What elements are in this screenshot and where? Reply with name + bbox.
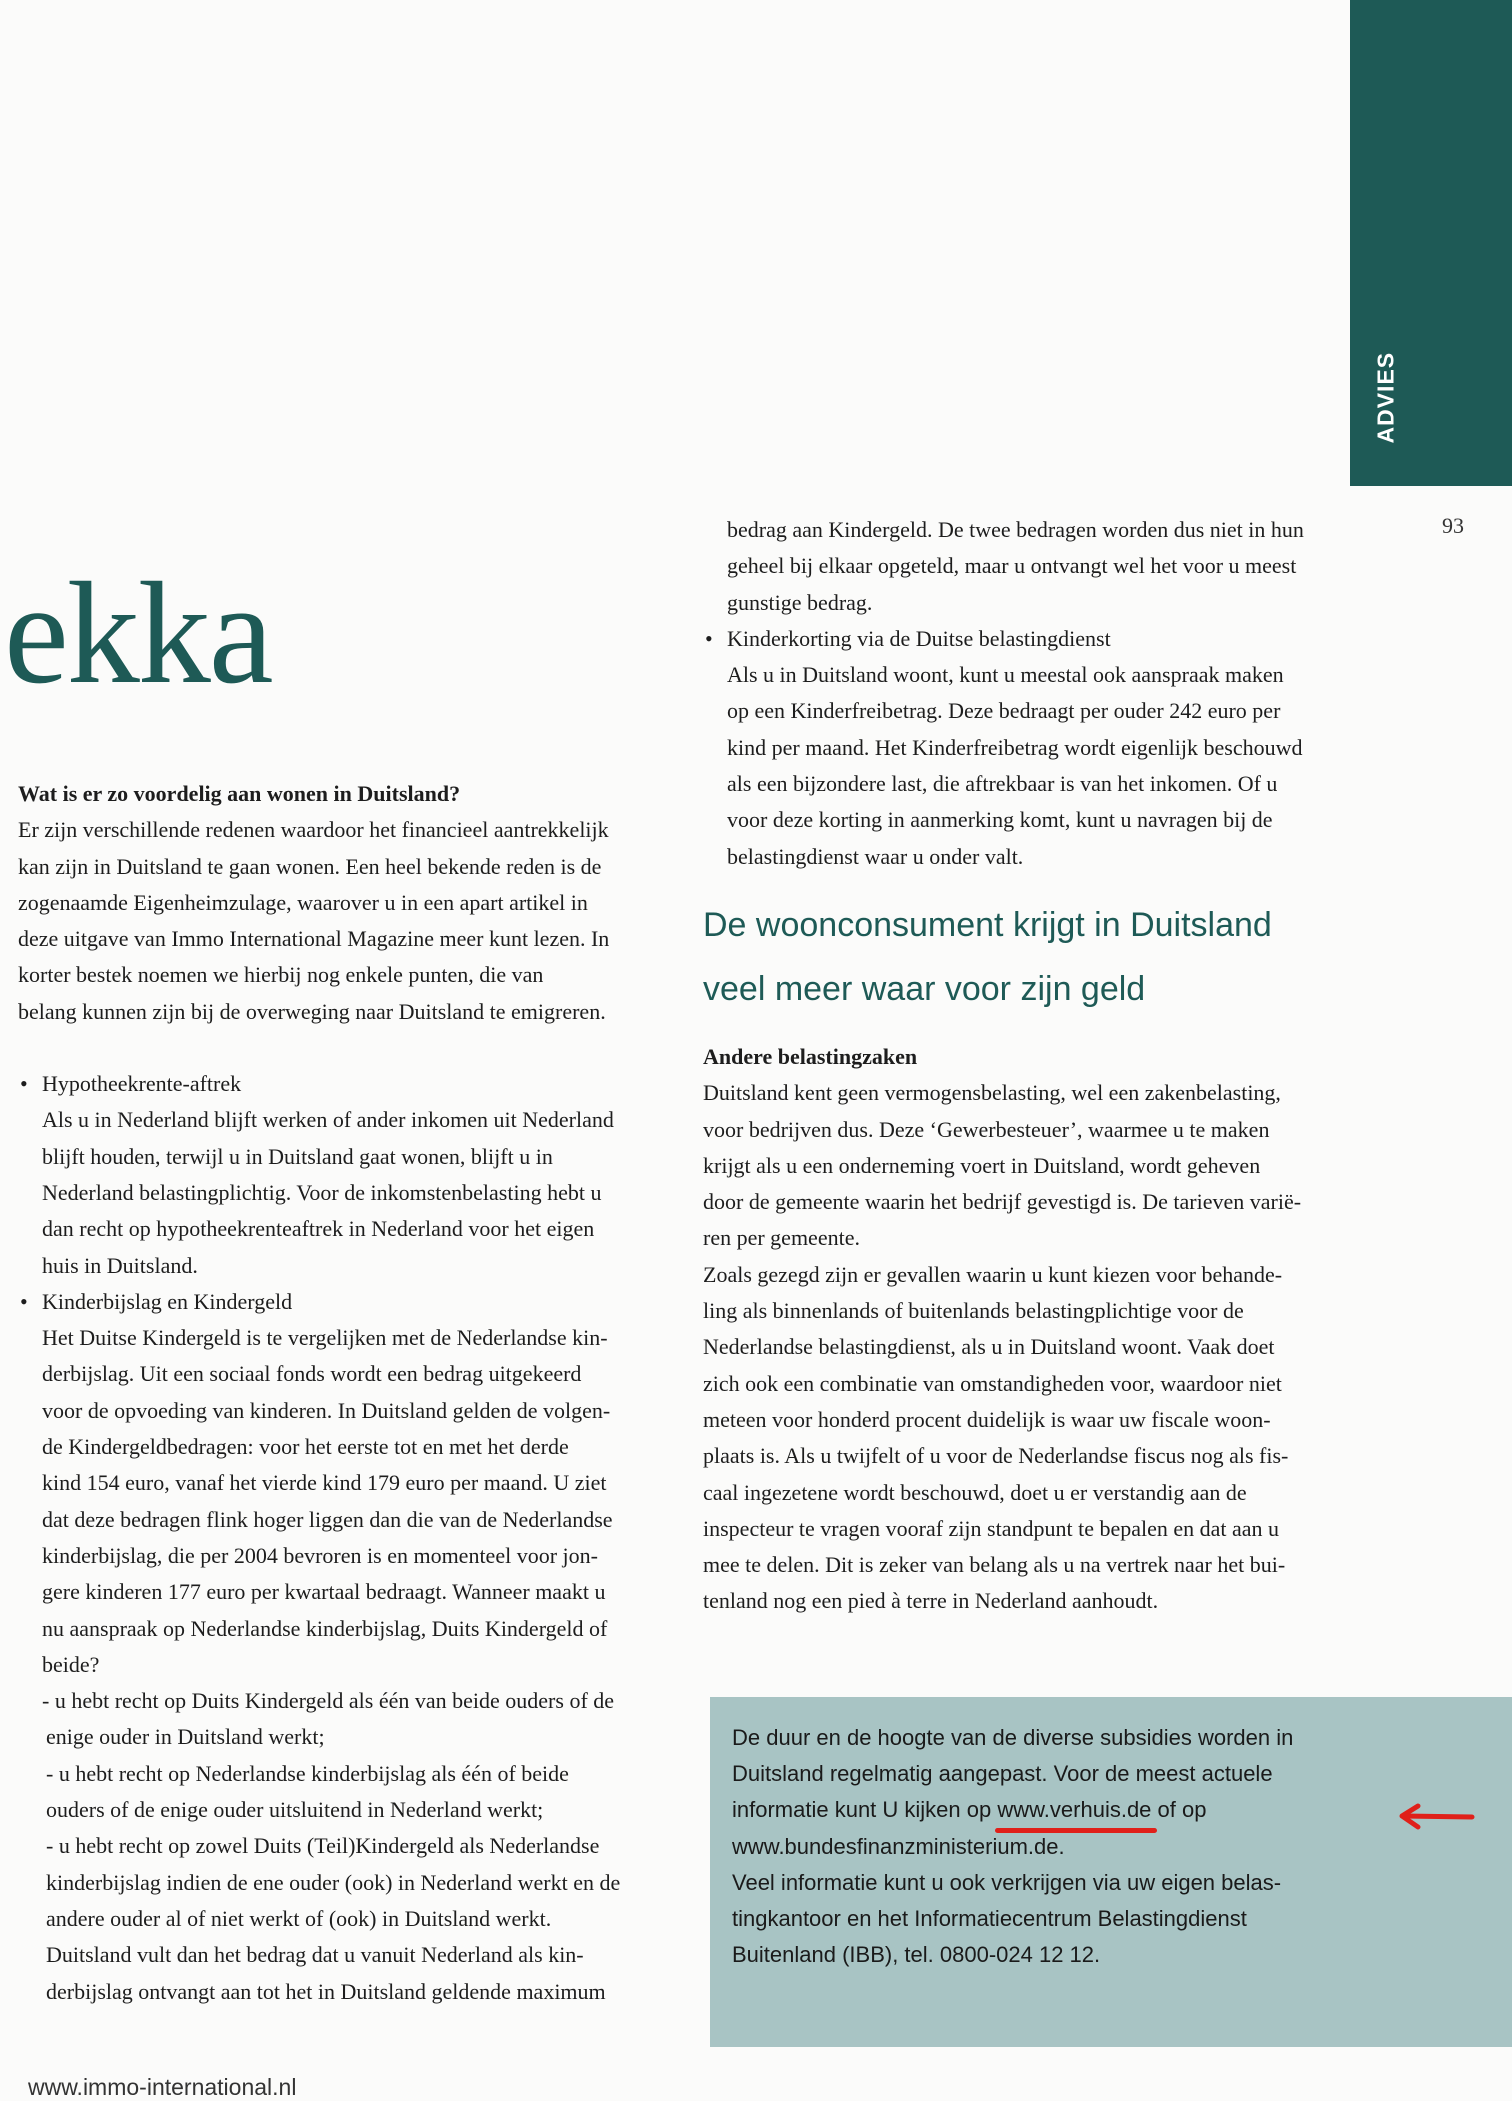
text-line: ouders of de enige ouder uitsluitend in Nederland werkt; bbox=[46, 1797, 544, 1823]
link-text[interactable]: www.verhuis.de bbox=[997, 1797, 1152, 1823]
text-line: Nederlandse belastingdienst, als u in Duitsland woont. Vaak doet bbox=[703, 1334, 1275, 1360]
text-line: dan recht op hypotheekrenteaftrek in Nederland voor het eigen bbox=[42, 1216, 595, 1242]
text-line: mee te delen. Dit is zeker van belang als u na vertrek naar het bui- bbox=[703, 1552, 1286, 1578]
text-line: kind 154 euro, vanaf het vierde kind 179 euro per maand. U ziet bbox=[42, 1470, 607, 1496]
section-heading: Wat is er zo voordelig aan wonen in Duitsland? bbox=[18, 781, 461, 806]
text-line: de Kindergeldbedragen: voor het eerste tot en met het derde bbox=[42, 1434, 569, 1460]
text-line: - u hebt recht op zowel Duits (Teil)Kindergeld als Nederlandse bbox=[46, 1833, 600, 1859]
text-line: voor deze korting in aanmerking komt, kunt u navragen bij de bbox=[727, 807, 1273, 833]
text-line: voor bedrijven dus. Deze ‘Gewerbesteuer’, waarmee u te maken bbox=[703, 1116, 1270, 1142]
text-line: blijft houden, terwijl u in Duitsland gaat wonen, blijft u in bbox=[42, 1143, 553, 1169]
text-segment: informatie kunt U kijken op bbox=[732, 1797, 998, 1823]
text-line: Duitsland regelmatig aangepast. Voor de meest actuele bbox=[732, 1761, 1273, 1787]
text-line: tenland nog een pied à terre in Nederland aanhoudt. bbox=[703, 1588, 1159, 1614]
bullet-title: Kinderkorting via de Duitse belastingdienst bbox=[727, 625, 1111, 651]
text-line: zich ook een combinatie van omstandigheden voor, waardoor niet bbox=[703, 1370, 1282, 1396]
bullet-title: Kinderbijslag en Kindergeld bbox=[42, 1288, 293, 1314]
text-line: andere ouder al of niet werkt of (ook) in Duitsland werkt. bbox=[46, 1905, 552, 1931]
text-line: beide? bbox=[42, 1651, 100, 1677]
bundesfinanz-link[interactable]: www.bundesfinanzministerium.de. bbox=[732, 1833, 1065, 1859]
pull-quote-line: veel meer waar voor zijn geld bbox=[703, 969, 1146, 1008]
text-line: op een Kinderfreibetrag. Deze bedraagt per ouder 242 euro per bbox=[727, 698, 1281, 724]
text-line: Zoals gezegd zijn er gevallen waarin u kunt kiezen voor behande- bbox=[703, 1261, 1283, 1287]
text-line: bedrag aan Kindergeld. De twee bedragen worden dus niet in hun bbox=[727, 517, 1304, 542]
text-line: derbijslag. Uit een sociaal fonds wordt een bedrag uitgekeerd bbox=[42, 1361, 582, 1387]
text-line: tingkantoor en het Informatiecentrum Belastingdienst bbox=[732, 1906, 1247, 1932]
bullet-dot-icon: • bbox=[20, 1288, 28, 1314]
red-arrow-icon bbox=[1396, 1802, 1476, 1832]
text-line: De duur en de hoogte van de diverse subsidies worden in bbox=[732, 1725, 1294, 1750]
text-line: derbijslag ontvangt aan tot het in Duitsland geldende maximum bbox=[46, 1978, 606, 2004]
text-line: voor de opvoeding van kinderen. In Duitsland gelden de volgen- bbox=[42, 1397, 611, 1423]
footer-url[interactable]: www.immo-international.nl bbox=[28, 2074, 297, 2100]
text-line: kind per maand. Het Kinderfreibetrag wordt eigenlijk beschouwd bbox=[727, 734, 1303, 760]
text-line: geheel bij elkaar opgeteld, maar u ontvangt wel het voor u meest bbox=[727, 553, 1297, 579]
text-line: Duitsland kent geen vermogensbelasting, wel een zakenbelasting, bbox=[703, 1080, 1281, 1106]
bullet-dot-icon: • bbox=[705, 625, 713, 651]
info-box-text bbox=[732, 1720, 1360, 1973]
section-heading: Andere belastingzaken bbox=[703, 1043, 918, 1069]
text-line: krijgt als u een onderneming voert in Duitsland, wordt geheven bbox=[703, 1152, 1261, 1178]
text-line: - u hebt recht op Duits Kindergeld als één van beide ouders of de bbox=[42, 1688, 615, 1714]
text-line: korter bestek noemen we hierbij nog enkele punten, die van bbox=[18, 962, 544, 988]
text-segment: of op bbox=[1151, 1797, 1207, 1823]
text-line: nu aanspraak op Nederlandse kinderbijslag, Duits Kindergeld of bbox=[42, 1615, 608, 1641]
text-line: belang kunnen zijn bij de overweging naar Duitsland te emigreren. bbox=[18, 998, 606, 1024]
text-line: als een bijzondere last, die aftrekbaar is van het inkomen. Of u bbox=[727, 771, 1278, 797]
text-line: plaats is. Als u twijfelt of u voor de Nederlandse fiscus nog als fis- bbox=[703, 1443, 1289, 1469]
text-line: Buitenland (IBB), tel. 0800-024 12 12. bbox=[732, 1942, 1101, 1968]
section-tab-label: ADVIES bbox=[1372, 351, 1399, 444]
bullet-title: Hypotheekrente-aftrek bbox=[42, 1071, 242, 1097]
text-line bbox=[732, 1792, 1360, 1828]
right-column bbox=[703, 512, 1355, 1620]
bullet-item-title bbox=[18, 1066, 668, 1102]
verhuis-link[interactable] bbox=[997, 1792, 1151, 1828]
text-line: huis in Duitsland. bbox=[42, 1252, 198, 1278]
red-underline-annotation bbox=[995, 1828, 1157, 1833]
bullet-item-title bbox=[703, 621, 1355, 657]
text-line: door de gemeente waarin het bedrijf gevestigd is. De tarieven varië- bbox=[703, 1189, 1302, 1215]
text-line: caal ingezetene wordt beschouwd, doet u er verstandig aan de bbox=[703, 1479, 1247, 1505]
text-line: zogenaamde Eigenheimzulage, waarover u in een apart artikel in bbox=[18, 889, 588, 915]
headline-fragment: ekka bbox=[4, 552, 272, 714]
text-line: Er zijn verschillende redenen waardoor het financieel aantrekkelijk bbox=[18, 817, 609, 843]
text-line: Nederland belastingplichtig. Voor de inkomstenbelasting hebt u bbox=[42, 1179, 602, 1205]
bullet-item-title bbox=[18, 1284, 668, 1320]
text-line: dat deze bedragen flink hoger liggen dan die van de Nederlandse bbox=[42, 1506, 613, 1532]
text-line: ren per gemeente. bbox=[703, 1225, 860, 1251]
text-line: - u hebt recht op Nederlandse kinderbijslag als één of beide bbox=[46, 1760, 569, 1786]
text-line: Als u in Nederland blijft werken of ander inkomen uit Nederland bbox=[42, 1107, 614, 1133]
left-column bbox=[18, 776, 668, 2010]
text-line: deze uitgave van Immo International Magazine meer kunt lezen. In bbox=[18, 926, 610, 952]
page-number: 93 bbox=[1442, 513, 1464, 538]
text-line: ling als binnenlands of buitenlands belastingplichtige voor de bbox=[703, 1298, 1244, 1324]
text-line: Duitsland vult dan het bedrag dat u vanuit Nederland als kin- bbox=[46, 1942, 584, 1968]
text-line: gunstige bedrag. bbox=[727, 589, 873, 615]
text-line: Het Duitse Kindergeld is te vergelijken met de Nederlandse kin- bbox=[42, 1325, 608, 1351]
text-line: kinderbijslag, die per 2004 bevroren is en momenteel voor jon- bbox=[42, 1542, 598, 1568]
pull-quote-line: De woonconsument krijgt in Duitsland bbox=[703, 905, 1272, 944]
text-line: Veel informatie kunt u ook verkrijgen via uw eigen belas- bbox=[732, 1869, 1282, 1895]
text-line: kan zijn in Duitsland te gaan wonen. Een heel bekende reden is de bbox=[18, 853, 602, 879]
text-line: meteen voor honderd procent duidelijk is waar uw fiscale woon- bbox=[703, 1406, 1271, 1432]
text-line: enige ouder in Duitsland werkt; bbox=[46, 1724, 325, 1750]
bullet-dot-icon: • bbox=[20, 1071, 28, 1097]
text-line: gere kinderen 177 euro per kwartaal bedraagt. Wanneer maakt u bbox=[42, 1579, 606, 1605]
text-line: inspecteur te vragen vooraf zijn standpunt te bepalen en dat aan u bbox=[703, 1515, 1280, 1541]
text-line: Als u in Duitsland woont, kunt u meestal ook aanspraak maken bbox=[727, 662, 1284, 688]
text-line: belastingdienst waar u onder valt. bbox=[727, 843, 1024, 869]
text-line: kinderbijslag indien de ene ouder (ook) in Nederland werkt en de bbox=[46, 1869, 621, 1895]
